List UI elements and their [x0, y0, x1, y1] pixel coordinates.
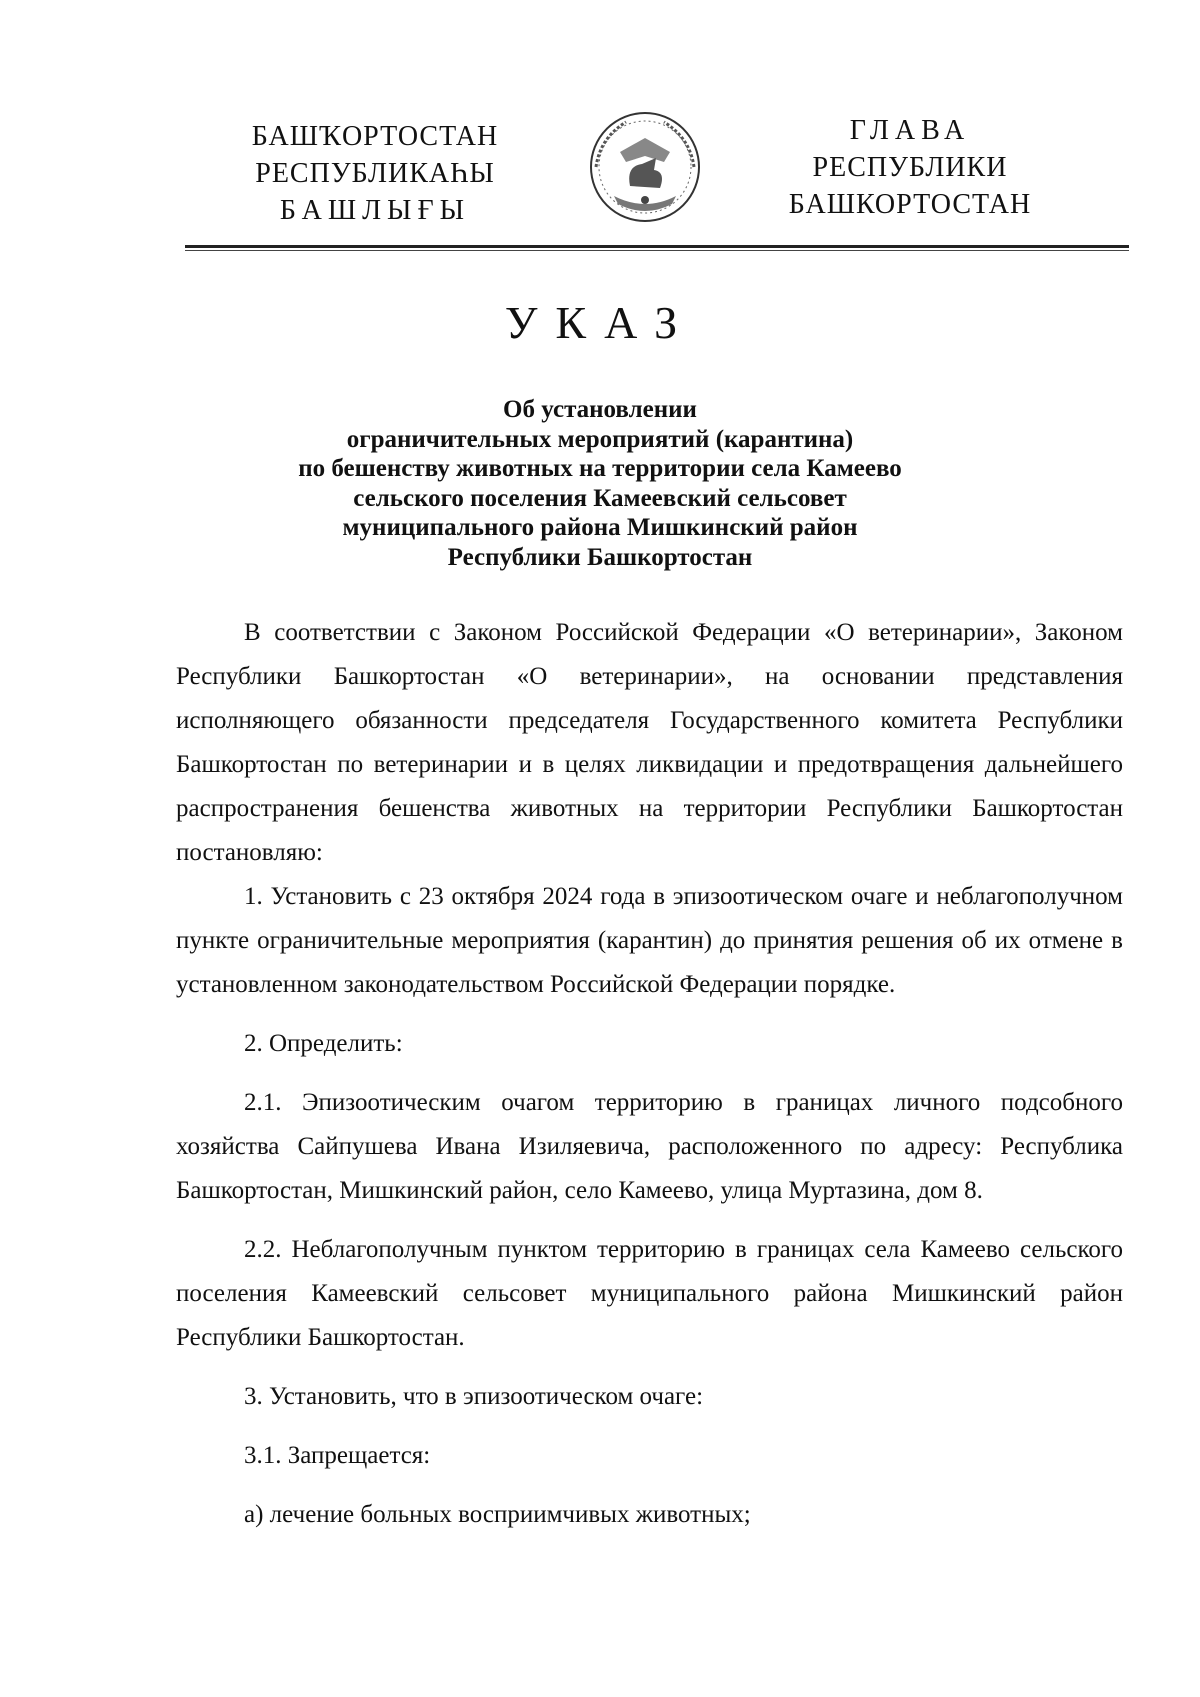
letterhead-right-line: ГЛАВА: [849, 115, 971, 146]
header-divider-thin: [185, 250, 1129, 251]
letterhead-left-line: БАШҠОРТОСТАН: [251, 121, 499, 152]
document-subject: [0, 395, 1200, 572]
subject-line: Об установлении: [503, 396, 697, 423]
coat-of-arms-icon: [586, 108, 704, 226]
clause-3-1: 3.1. Запрещается:: [244, 1442, 431, 1469]
subject-line: сельского поселения Камеевский сельсовет: [353, 484, 847, 512]
subject-line: по бешенству животных на территории села Камеево: [298, 455, 902, 482]
letterhead-left-line: БАШЛЫҒЫ: [279, 195, 471, 226]
document-title: УКАЗ: [504, 297, 696, 348]
document-body: [176, 611, 1123, 1537]
clause-2: 2. Определить:: [244, 1030, 403, 1057]
subject-line: ограничительных мероприятий (карантина): [346, 425, 854, 453]
letterhead: [0, 108, 1200, 248]
letterhead-bashkir: [225, 118, 525, 229]
header-divider: [185, 245, 1129, 248]
subject-line: Республики Башкортостан: [447, 543, 753, 571]
subject-line: муниципального района Мишкинский район: [342, 514, 858, 541]
letterhead-russian: [765, 112, 1055, 223]
preamble-paragraph: В соответствии с Законом Российской Федерации «О ветеринарии», Законом Республики Башкортостан «О ветеринарии», на основании представления исполняющего обязанности председателя Государственного комитета Республики Башкортостан по ветеринарии и в целях ликвидации и предотвращения дальнейшего распространения бешенства животных на территории Республики Башкортостан постановляю:: [176, 619, 1123, 866]
letterhead-left-line: РЕСПУБЛИКАҺЫ: [255, 158, 495, 189]
letterhead-right-line: БАШКОРТОСТАН: [788, 189, 1032, 220]
clause-3: 3. Установить, что в эпизоотическом очаге:: [244, 1383, 704, 1410]
clause-3-1-a: а) лечение больных восприимчивых животных;: [244, 1501, 751, 1528]
clause-2-2: 2.2. Неблагополучным пунктом территорию в границах села Камеево сельского поселения Камеевский сельсовет муниципального района Мишкинский район Республики Башкортостан.: [176, 1236, 1123, 1351]
clause-1: 1. Установить с 23 октября 2024 года в эпизоотическом очаге и неблагополучном пункте ограничительные мероприятия (карантин) до принятия решения об их отмене в установленном законодательством Российской Федерации порядке.: [176, 883, 1123, 998]
letterhead-right-line: РЕСПУБЛИКИ: [812, 152, 1008, 183]
clause-2-1: 2.1. Эпизоотическим очагом территорию в границах личного подсобного хозяйства Сайпушева Ивана Изиляевича, расположенного по адресу: Республика Башкортостан, Мишкинский район, село Камеево, улица Муртазина, дом 8.: [176, 1089, 1123, 1204]
